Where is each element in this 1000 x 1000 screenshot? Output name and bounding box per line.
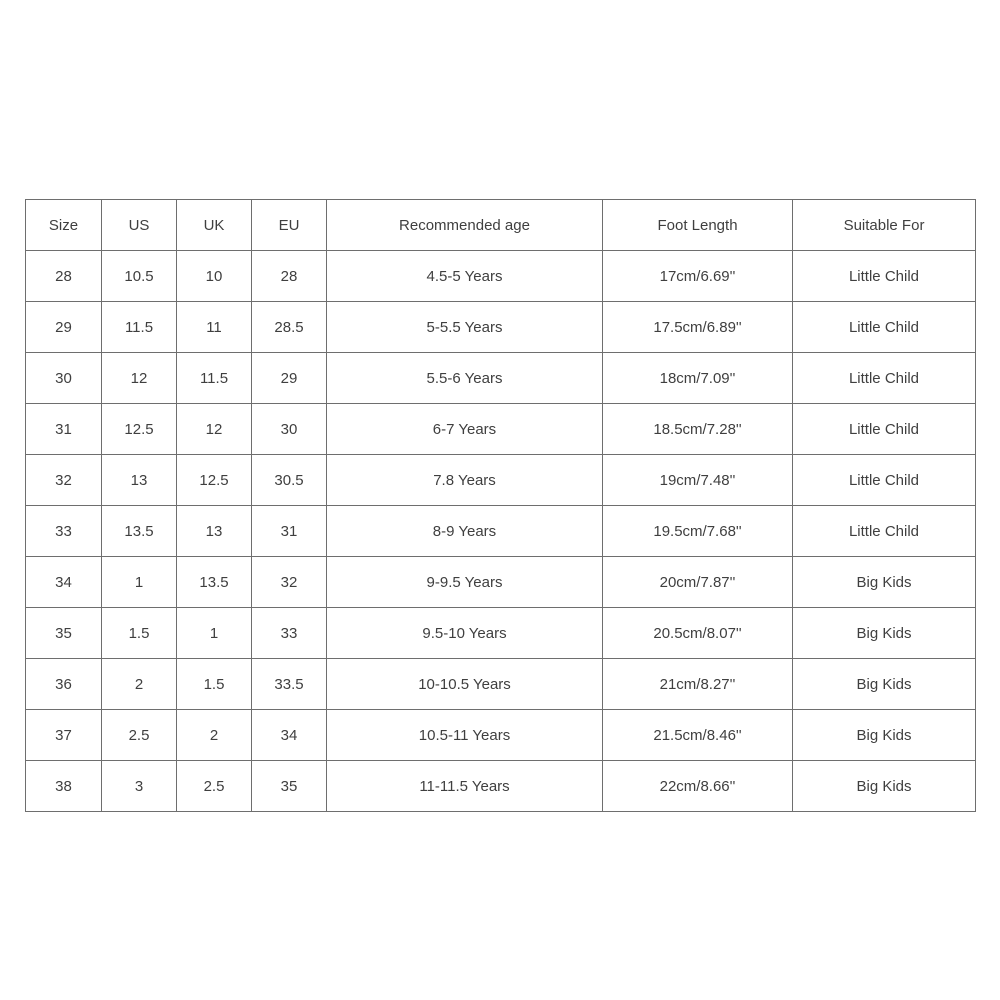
cell-us: 12 [102,353,177,404]
cell-size: 34 [26,557,102,608]
cell-eu: 35 [252,761,327,812]
cell-foot-length: 19cm/7.48'' [603,455,793,506]
cell-uk: 12.5 [177,455,252,506]
cell-eu: 33 [252,608,327,659]
cell-recommended-age: 11-11.5 Years [327,761,603,812]
table-row [26,302,976,353]
cell-foot-length: 20cm/7.87'' [603,557,793,608]
cell-foot-length: 21cm/8.27'' [603,659,793,710]
cell-uk: 12 [177,404,252,455]
header-suitable-for: Suitable For [793,200,976,251]
cell-uk: 11 [177,302,252,353]
cell-uk: 2 [177,710,252,761]
table-row [26,506,976,557]
cell-eu: 30 [252,404,327,455]
cell-suitable-for: Little Child [793,302,976,353]
cell-uk: 13.5 [177,557,252,608]
cell-size: 33 [26,506,102,557]
cell-us: 13.5 [102,506,177,557]
cell-suitable-for: Big Kids [793,659,976,710]
cell-foot-length: 17.5cm/6.89'' [603,302,793,353]
cell-recommended-age: 8-9 Years [327,506,603,557]
cell-uk: 1 [177,608,252,659]
cell-us: 1 [102,557,177,608]
cell-recommended-age: 5.5-6 Years [327,353,603,404]
header-recommended-age: Recommended age [327,200,603,251]
cell-foot-length: 18cm/7.09'' [603,353,793,404]
cell-us: 10.5 [102,251,177,302]
cell-us: 2 [102,659,177,710]
cell-size: 31 [26,404,102,455]
cell-eu: 28 [252,251,327,302]
table-row [26,659,976,710]
table-body [26,251,976,812]
cell-foot-length: 20.5cm/8.07'' [603,608,793,659]
cell-uk: 2.5 [177,761,252,812]
cell-suitable-for: Big Kids [793,761,976,812]
cell-size: 38 [26,761,102,812]
cell-us: 1.5 [102,608,177,659]
cell-foot-length: 21.5cm/8.46'' [603,710,793,761]
header-eu: EU [252,200,327,251]
cell-suitable-for: Big Kids [793,710,976,761]
cell-suitable-for: Little Child [793,455,976,506]
cell-recommended-age: 10.5-11 Years [327,710,603,761]
cell-suitable-for: Little Child [793,404,976,455]
cell-size: 37 [26,710,102,761]
cell-eu: 28.5 [252,302,327,353]
cell-suitable-for: Little Child [793,353,976,404]
cell-size: 30 [26,353,102,404]
cell-uk: 10 [177,251,252,302]
cell-us: 12.5 [102,404,177,455]
header-size: Size [26,200,102,251]
cell-foot-length: 19.5cm/7.68'' [603,506,793,557]
size-chart-table [25,199,976,812]
table-row [26,404,976,455]
cell-recommended-age: 4.5-5 Years [327,251,603,302]
cell-suitable-for: Little Child [793,251,976,302]
cell-recommended-age: 5-5.5 Years [327,302,603,353]
cell-size: 28 [26,251,102,302]
cell-suitable-for: Big Kids [793,608,976,659]
cell-size: 35 [26,608,102,659]
table-row [26,455,976,506]
table-row [26,557,976,608]
cell-suitable-for: Little Child [793,506,976,557]
cell-recommended-age: 7.8 Years [327,455,603,506]
table-row [26,251,976,302]
table-row [26,761,976,812]
cell-foot-length: 17cm/6.69'' [603,251,793,302]
cell-uk: 13 [177,506,252,557]
cell-suitable-for: Big Kids [793,557,976,608]
cell-eu: 29 [252,353,327,404]
table-row [26,710,976,761]
table-row [26,353,976,404]
cell-recommended-age: 6-7 Years [327,404,603,455]
header-foot-length: Foot Length [603,200,793,251]
cell-us: 3 [102,761,177,812]
cell-us: 11.5 [102,302,177,353]
cell-recommended-age: 9.5-10 Years [327,608,603,659]
cell-uk: 1.5 [177,659,252,710]
cell-recommended-age: 9-9.5 Years [327,557,603,608]
cell-recommended-age: 10-10.5 Years [327,659,603,710]
cell-eu: 31 [252,506,327,557]
cell-foot-length: 18.5cm/7.28'' [603,404,793,455]
cell-size: 36 [26,659,102,710]
cell-eu: 34 [252,710,327,761]
header-row [26,200,976,251]
table-row [26,608,976,659]
cell-us: 2.5 [102,710,177,761]
cell-foot-length: 22cm/8.66'' [603,761,793,812]
cell-eu: 33.5 [252,659,327,710]
cell-us: 13 [102,455,177,506]
cell-uk: 11.5 [177,353,252,404]
cell-size: 32 [26,455,102,506]
cell-eu: 32 [252,557,327,608]
cell-eu: 30.5 [252,455,327,506]
cell-size: 29 [26,302,102,353]
header-us: US [102,200,177,251]
header-uk: UK [177,200,252,251]
table-header [26,200,976,251]
